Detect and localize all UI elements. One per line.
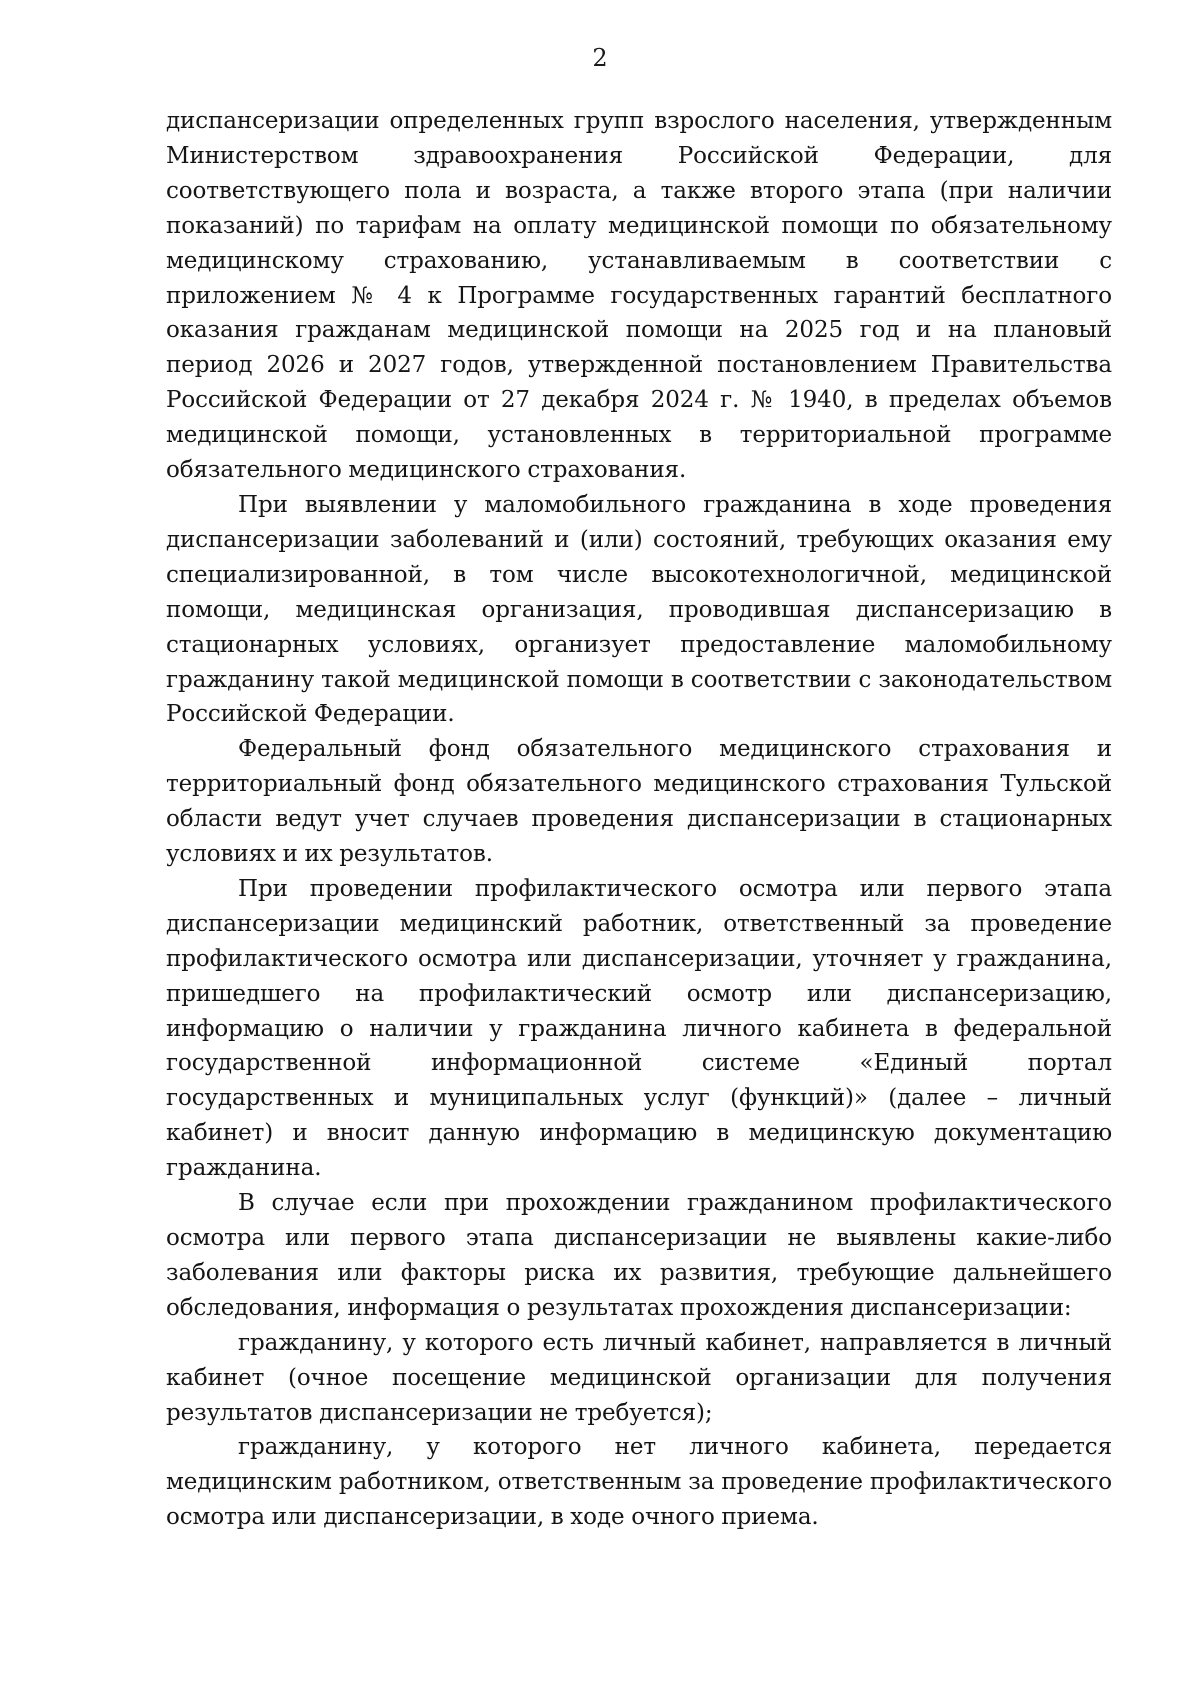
- paragraph-no-account: гражданину, у которого нет личного кабинета, передается медицинским работником, ответственным за проведение профилактического осмотра или диспансеризации, в ходе очного приема.: [166, 1434, 1112, 1531]
- page-number: 2: [592, 44, 608, 72]
- paragraph-personal-account-check: При проведении профилактического осмотра или первого этапа диспансеризации медицинский работник, ответственный за проведение профилактического осмотра или диспансеризации, уточняет у гражданина, пришедшего на профилактический осмотр или диспансеризацию, информацию о наличии у гражданина личного кабинета в федеральной государственной информационной системе «Единый портал государственных и муниципальных услуг (функций)» (далее – личный кабинет) и вносит данную информацию в медицинскую документацию гражданина.: [166, 875, 1112, 1182]
- paragraph-continuation: диспансеризации определенных групп взрослого населения, утвержденным Министерством здравоохранения Российской Федерации, для соответствующего пола и возраста, а также второго этапа (при наличии показаний) по тарифам на оплату медицинской помощи по обязательному медицинскому страхованию, устанавливаемым в соответствии с приложением № 4 к Программе государственных гарантий бесплатного оказания гражданам медицинской помощи на 2025 год и на плановый период 2026 и 2027 годов, утвержденной постановлением Правительства Российской Федерации от 27 декабря 2024 г. № 1940, в пределах объемов медицинской помощи, установленных в территориальной программе обязательного медицинского страхования.: [166, 108, 1112, 484]
- paragraph-insurance-funds: Федеральный фонд обязательного медицинского страхования и территориальный фонд обязательного медицинского страхования Тульской области ведут учет случаев проведения диспансеризации в стационарных условиях и их результатов.: [166, 736, 1112, 868]
- paragraph-has-account: гражданину, у которого есть личный кабинет, направляется в личный кабинет (очное посещение медицинской организации для получения результатов диспансеризации не требуется);: [166, 1329, 1112, 1426]
- paragraph-limited-mobility: При выявлении у маломобильного гражданина в ходе проведения диспансеризации заболеваний и (или) состояний, требующих оказания ему специализированной, в том числе высокотехнологичной, медицинской помощи, медицинская организация, проводившая диспансеризацию в стационарных условиях, организует предоставление маломобильному гражданину такой медицинской помощи в соответствии с законодательством Российской Федерации.: [166, 491, 1112, 728]
- paragraph-no-findings: В случае если при прохождении гражданином профилактического осмотра или первого этапа диспансеризации не выявлены какие-либо заболевания или факторы риска их развития, требующие дальнейшего обследования, информация о результатах прохождения диспансеризации:: [166, 1190, 1112, 1321]
- document-body: [166, 104, 1112, 1535]
